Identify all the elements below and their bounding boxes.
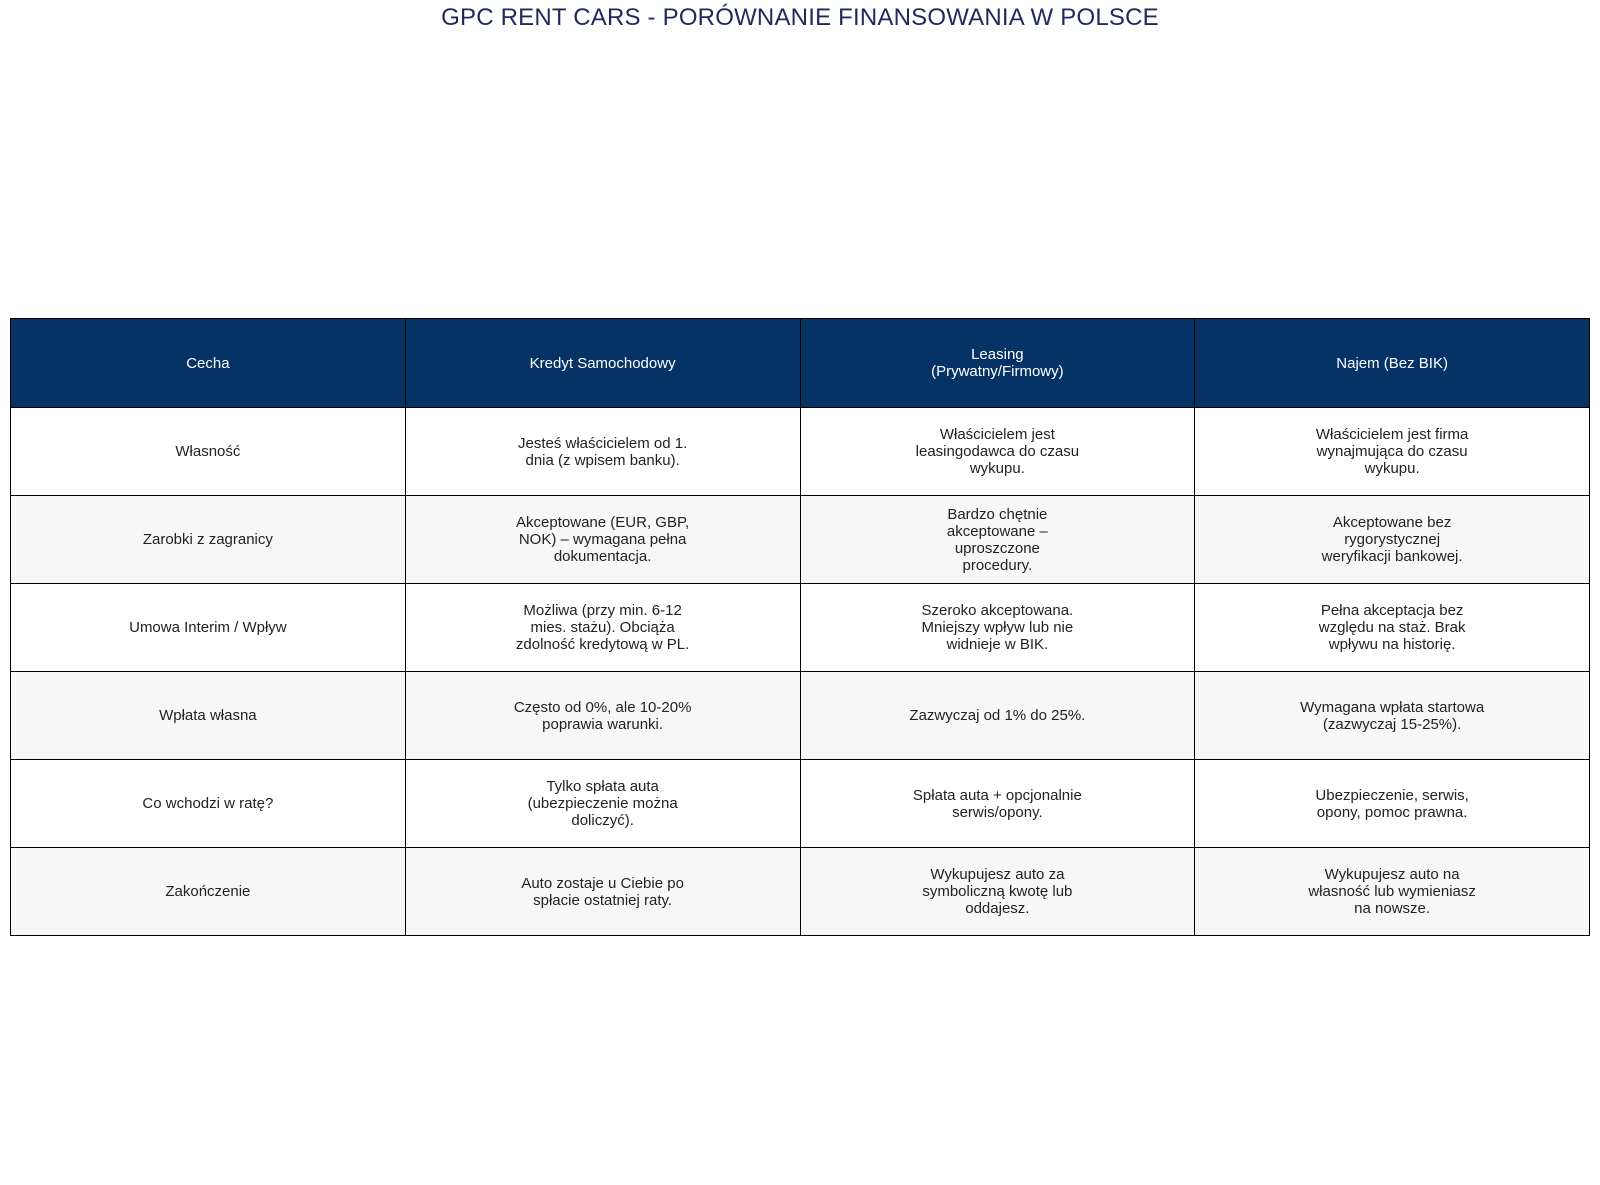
cell-value: Wymagana wpłata startowa (zazwyczaj 15-25%). [1300, 698, 1485, 733]
header-row [11, 319, 1590, 408]
leasing-cell [800, 760, 1195, 848]
leasing-cell [800, 408, 1195, 496]
feature-label: Wpłata własna [159, 707, 257, 724]
feature-cell [11, 408, 406, 496]
cell-value: Możliwa (przy min. 6-12 mies. stażu). Obciąża zdolność kredytową w PL. [515, 602, 690, 653]
najem-cell [1195, 496, 1590, 584]
najem-cell [1195, 584, 1590, 672]
feature-label: Co wchodzi w ratę? [142, 795, 274, 812]
feature-cell [11, 848, 406, 936]
kredyt-cell [405, 584, 800, 672]
header-label: Najem (Bez BIK) [1336, 354, 1448, 372]
cell-value: Spłata auta + opcjonalnie serwis/opony. [912, 786, 1082, 821]
kredyt-cell [405, 496, 800, 584]
header-cell-feature [11, 319, 406, 408]
header-cell-kredyt [405, 319, 800, 408]
feature-cell [11, 672, 406, 760]
kredyt-cell [405, 760, 800, 848]
cell-value: Wykupujesz auto za symboliczną kwotę lub oddajesz. [922, 866, 1073, 917]
leasing-cell [800, 584, 1195, 672]
kredyt-cell [405, 848, 800, 936]
table-row [11, 672, 1590, 760]
header-label: Leasing (Prywatny/Firmowy) [931, 346, 1064, 380]
table-row [11, 408, 1590, 496]
najem-cell [1195, 848, 1590, 936]
cell-value: Akceptowane (EUR, GBP, NOK) – wymagana pełna dokumentacja. [516, 514, 690, 565]
kredyt-cell [405, 408, 800, 496]
header-cell-najem [1195, 319, 1590, 408]
cell-value: Często od 0%, ale 10-20% poprawia warunki. [513, 698, 692, 733]
feature-label: Umowa Interim / Wpływ [129, 619, 287, 636]
cell-value: Wykupujesz auto na własność lub wymieniasz na nowsze. [1308, 866, 1476, 917]
header-label: Cecha [186, 354, 230, 372]
feature-label: Własność [175, 443, 241, 460]
table-row [11, 760, 1590, 848]
cell-value: Auto zostaje u Ciebie po spłacie ostatniej raty. [521, 874, 684, 909]
feature-cell [11, 496, 406, 584]
page-title: GPC RENT CARS - PORÓWNANIE FINANSOWANIA W POLSCE [441, 4, 1159, 31]
table-body [11, 408, 1590, 936]
cell-value: Pełna akceptacja bez względu na staż. Brak wpływu na historię. [1318, 602, 1466, 653]
cell-value: Bardzo chętnie akceptowane – uproszczone procedury. [946, 505, 1048, 574]
kredyt-cell [405, 672, 800, 760]
leasing-cell [800, 848, 1195, 936]
header-label: Kredyt Samochodowy [529, 354, 676, 372]
cell-value: Zazwyczaj od 1% do 25%. [909, 707, 1086, 724]
header-cell-leasing [800, 319, 1195, 408]
najem-cell [1195, 672, 1590, 760]
comparison-table [10, 318, 1590, 936]
leasing-cell [800, 496, 1195, 584]
cell-value: Jesteś właścicielem od 1. dnia (z wpisem banku). [518, 434, 688, 469]
table-row [11, 584, 1590, 672]
cell-value: Tylko spłata auta (ubezpieczenie można doliczyć). [527, 778, 678, 829]
feature-cell [11, 760, 406, 848]
table-row [11, 848, 1590, 936]
table-header [11, 319, 1590, 408]
comparison-table-container [10, 318, 1590, 936]
cell-value: Szeroko akceptowana. Mniejszy wpływ lub nie widnieje w BIK. [921, 602, 1074, 653]
feature-label: Zakończenie [165, 883, 251, 900]
najem-cell [1195, 760, 1590, 848]
najem-cell [1195, 408, 1590, 496]
cell-value: Akceptowane bez rygorystycznej weryfikacji bankowej. [1321, 514, 1463, 565]
table-row [11, 496, 1590, 584]
feature-label: Zarobki z zagranicy [142, 531, 273, 548]
cell-value: Ubezpieczenie, serwis, opony, pomoc prawna. [1315, 786, 1469, 821]
cell-value: Właścicielem jest firma wynajmująca do czasu wykupu. [1315, 426, 1469, 477]
feature-cell [11, 584, 406, 672]
cell-value: Właścicielem jest leasingodawca do czasu wykupu. [915, 426, 1080, 477]
leasing-cell [800, 672, 1195, 760]
